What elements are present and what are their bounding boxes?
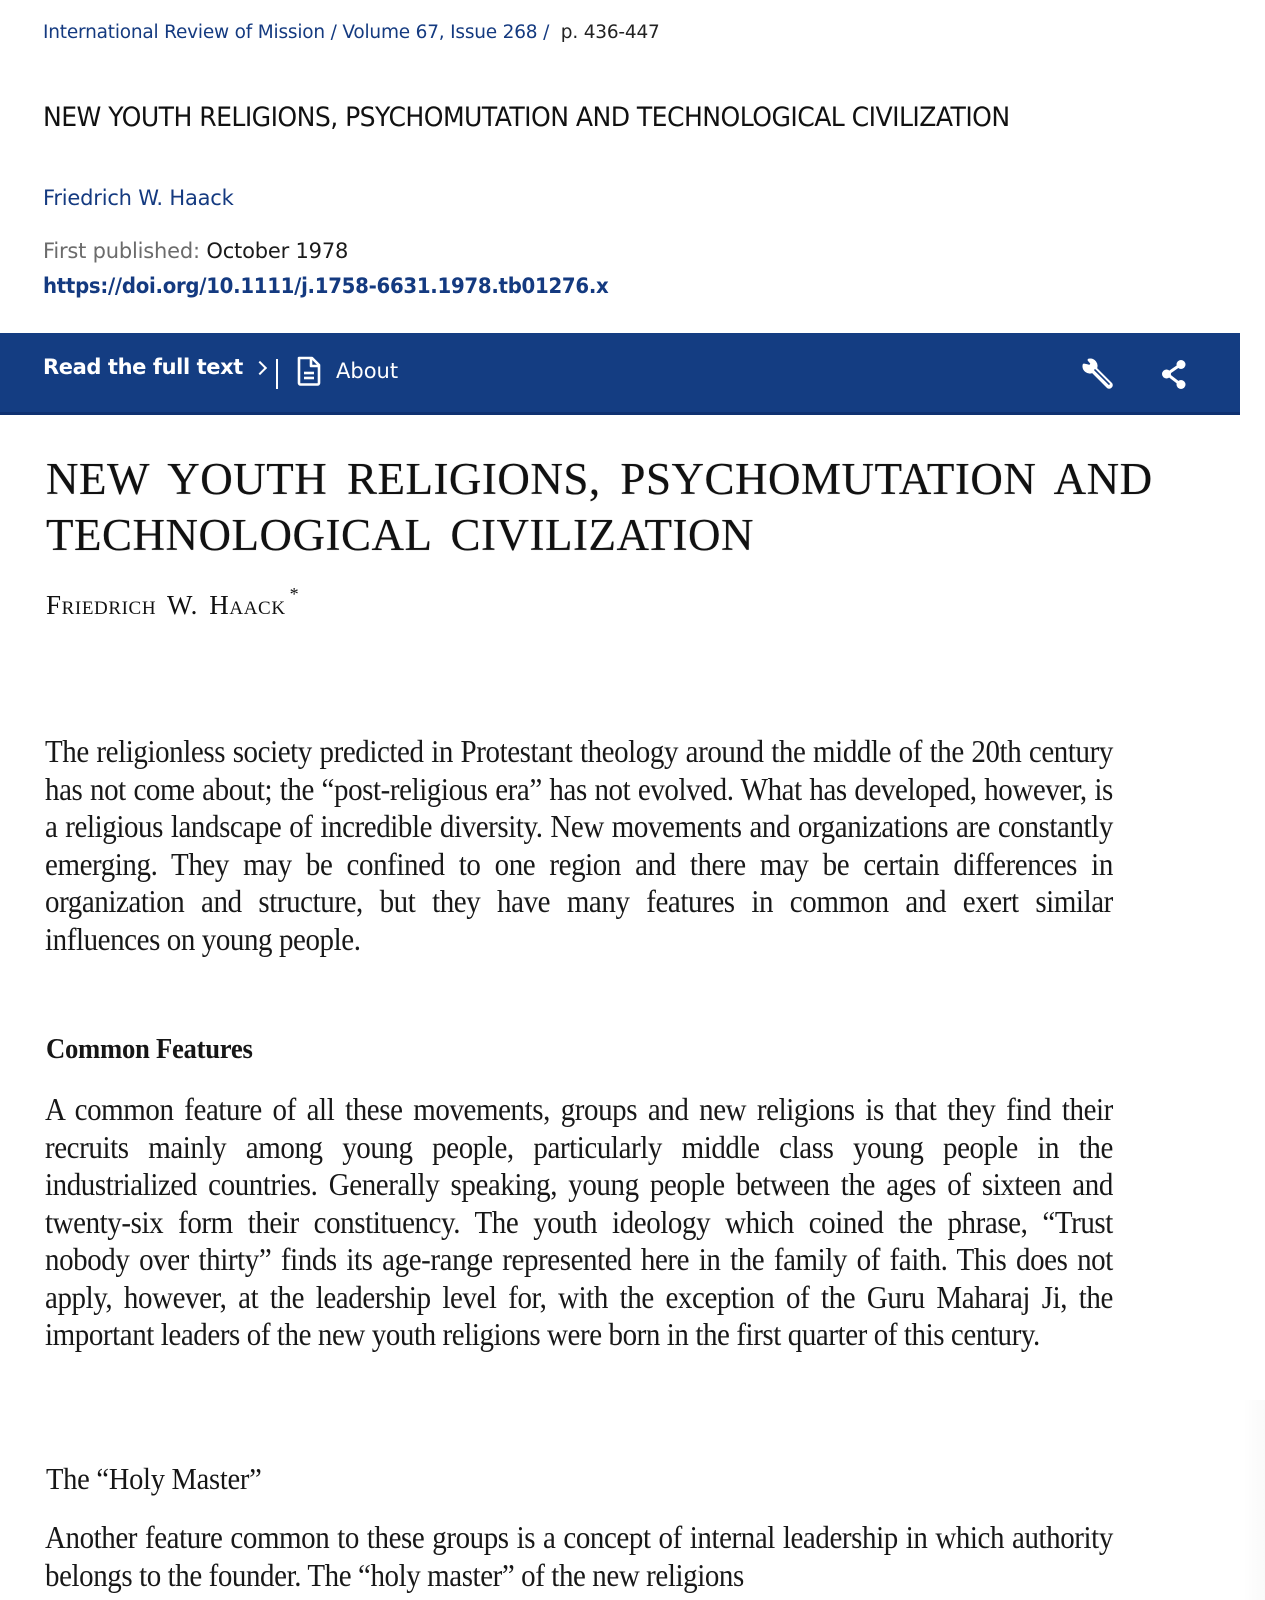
toolbar-divider <box>276 359 278 389</box>
doi-link[interactable]: https://doi.org/10.1111/j.1758-6631.1978.tb01276.x <box>43 274 609 298</box>
preview-paragraph: The religionless society predicted in Protestant theology around the middle of the 20th century has not come about; the “post-religious era” has not evolved. What has developed, however, is a religious landscape of incredible diversity. New movements and organizations are constantly emerging. They may be confined to one region and there may be certain differences in organization and structure, but they have many features in common and exert similar influences on young people. <box>45 733 1113 957</box>
publication-info <box>43 239 348 263</box>
document-icon <box>296 355 322 387</box>
preview-paragraph: A common feature of all these movements, groups and new religions is that they find their recruits mainly among young people, particularly middle class young people in the industrialized countries. Generally speaking, young people between the ages of sixteen and twenty-six form their constituency. The youth ideology which coined the phrase, “Trust nobody over thirty” finds its age-range represented here in the family of faith. This does not apply, however, at the leadership level for, with the exception of the Guru Maharaj Ji, the important leaders of the new youth religions were born in the first quarter of this century. <box>45 1091 1113 1352</box>
preview-heading-holy-master: The “Holy Master” <box>46 1461 262 1496</box>
breadcrumb-separator: / <box>330 22 337 43</box>
first-published-date: October 1978 <box>206 239 349 263</box>
preview-author-name: Friedrich W. Haack <box>46 590 286 620</box>
read-full-text-button[interactable] <box>43 355 265 379</box>
chevron-right-icon <box>253 361 267 375</box>
first-page-preview <box>0 415 1265 1600</box>
preview-paragraph: Another feature common to these groups is a concept of internal leadership in which authority belongs to the founder. The “holy master” of the new religions <box>45 1519 1113 1593</box>
page-edge-shadow <box>1243 1400 1265 1600</box>
preview-author <box>46 584 300 621</box>
about-button[interactable] <box>296 355 398 387</box>
breadcrumb-issue-link[interactable]: Volume 67, Issue 268 <box>342 22 538 43</box>
breadcrumb-journal-link[interactable]: International Review of Mission <box>43 22 325 43</box>
share-button[interactable] <box>1160 357 1190 393</box>
share-icon <box>1160 378 1190 397</box>
page-range: p. 436-447 <box>560 22 660 43</box>
author-link[interactable]: Friedrich W. Haack <box>43 186 234 210</box>
preview-title: NEW YOUTH RELIGIONS, PSYCHOMUTATION AND TECHNOLOGICAL CIVILIZATION <box>46 454 1153 560</box>
wrench-icon <box>1080 378 1116 397</box>
read-full-text-label: Read the full text <box>43 355 243 379</box>
article-toolbar <box>0 333 1240 415</box>
about-label: About <box>336 359 399 383</box>
preview-heading-common-features: Common Features <box>46 1033 253 1065</box>
article-title: NEW YOUTH RELIGIONS, PSYCHOMUTATION AND TECHNOLOGICAL CIVILIZATION <box>43 102 1010 133</box>
breadcrumb <box>43 22 660 43</box>
breadcrumb-separator: / <box>543 22 550 43</box>
first-published-label: First published: <box>43 239 200 263</box>
tools-button[interactable] <box>1080 357 1116 393</box>
author-footnote-mark: * <box>289 584 300 604</box>
